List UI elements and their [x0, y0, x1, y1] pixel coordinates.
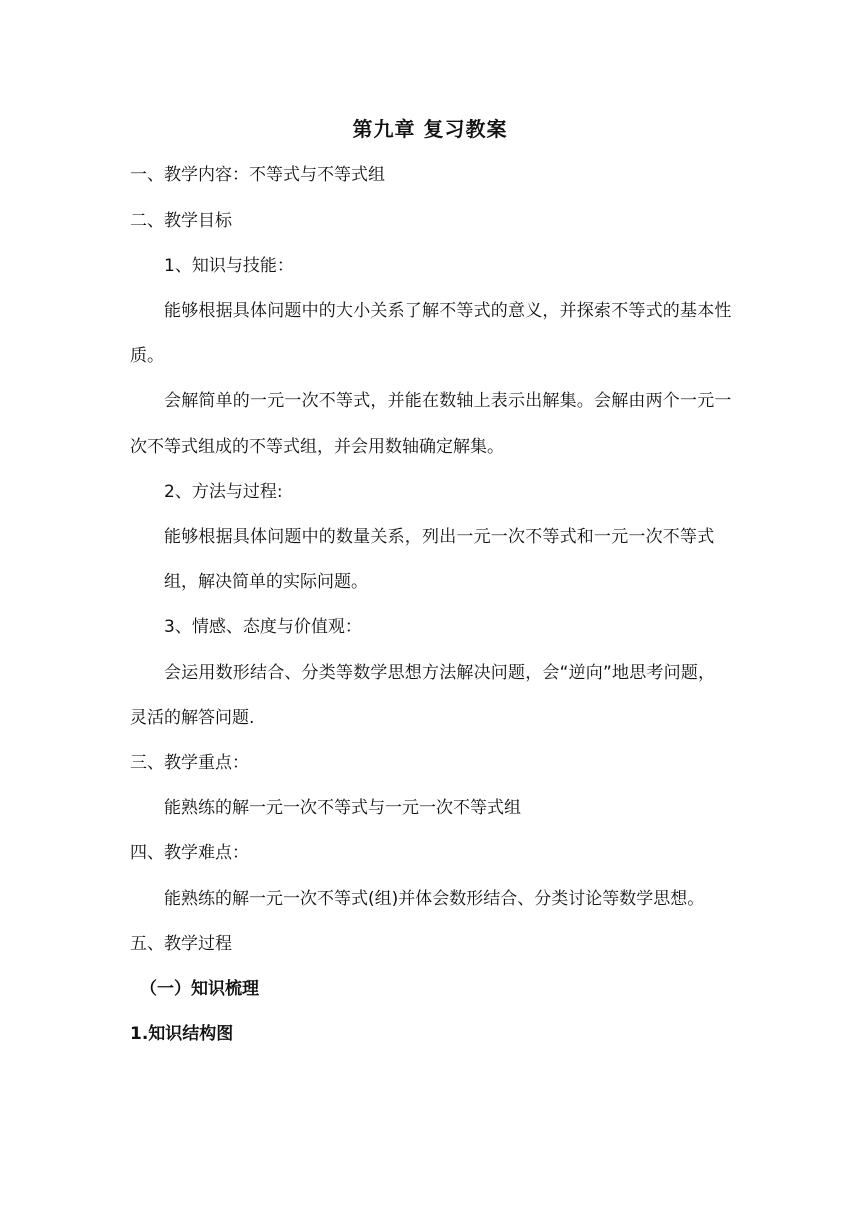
subsection-method-heading: 2、方法与过程: [164, 482, 283, 502]
paragraph-line: 质。 [130, 346, 164, 366]
paragraph-line: 能熟练的解一元一次不等式(组)并体会数形结合、分类讨论等数学思想。 [164, 889, 705, 909]
subsection-attitude-heading: 3、情感、态度与价值观： [164, 617, 362, 637]
section-process-heading: 五、教学过程 [130, 934, 232, 954]
document-title: 第九章 复习教案 [352, 117, 508, 141]
paragraph-line: 次不等式组成的不等式组，并会用数轴确定解集。 [130, 437, 504, 457]
paragraph-line: 灵活的解答问题. [130, 708, 255, 728]
paragraph-line: 会运用数形结合、分类等数学思想方法解决问题，会“逆向”地思考问题， [164, 663, 716, 683]
paragraph-line: 能够根据具体问题中的数量关系，列出一元一次不等式和一元一次不等式 [164, 527, 715, 547]
section-objectives-heading: 二、教学目标 [130, 211, 232, 231]
section-key-points-heading: 三、教学重点： [130, 753, 249, 773]
section-content-heading: 一、教学内容：不等式与不等式组 [130, 165, 385, 185]
subsection-knowledge-heading: 1、知识与技能： [164, 256, 294, 276]
paragraph-line: 能熟练的解一元一次不等式与一元一次不等式组 [164, 798, 521, 818]
paragraph-line: 组，解决简单的实际问题。 [164, 572, 368, 592]
paragraph-line: 能够根据具体问题中的大小关系了解不等式的意义，并探索不等式的基本性 [164, 301, 732, 321]
subsection-knowledge-review-heading: （一）知识梳理 [140, 979, 259, 999]
knowledge-structure-heading: 1.知识结构图 [130, 1024, 234, 1044]
paragraph-line: 会解简单的一元一次不等式，并能在数轴上表示出解集。会解由两个一元一 [164, 391, 732, 411]
section-difficulties-heading: 四、教学难点： [130, 843, 249, 863]
